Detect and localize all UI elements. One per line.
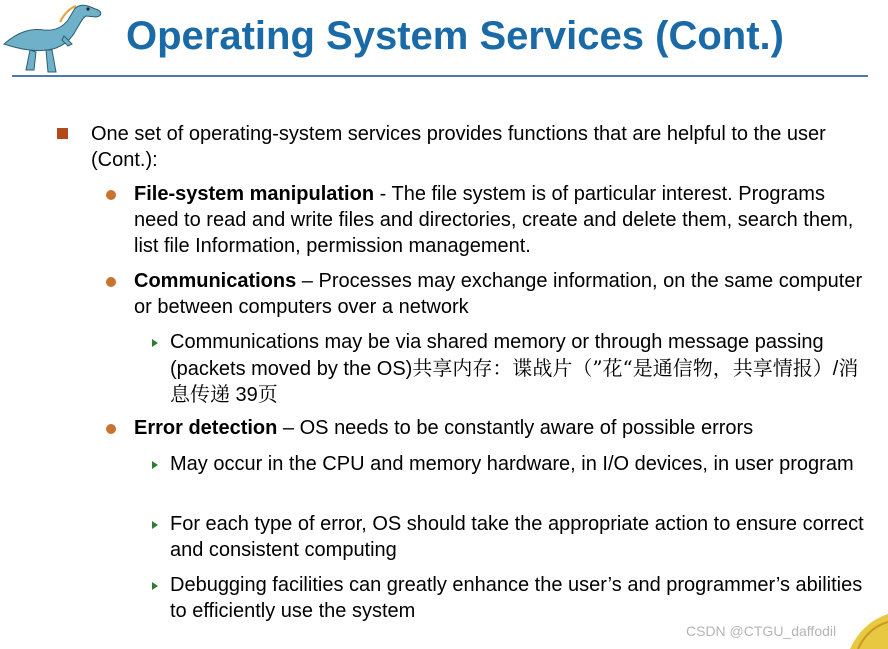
intro-text: One set of operating-system services provides functions that are helpful to the user (Cont.):	[91, 123, 826, 171]
list-item-file-system	[134, 181, 864, 259]
page-title: Operating System Services (Cont.)	[126, 14, 784, 58]
item-text: OS needs to be constantly aware of possible errors	[299, 417, 754, 439]
sub-item-error-action: For each type of error, OS should take the appropriate action to ensure correct and consistent computing	[170, 513, 864, 561]
sub-item-tail: /消息传递 39页	[170, 358, 859, 406]
arrow-bullet-icon	[152, 582, 158, 590]
dot-bullet-icon	[106, 277, 116, 287]
sub-item-debugging: Debugging facilities can greatly enhance the user’s and programmer’s abilities to efficiently use the system	[170, 574, 863, 622]
item-separator: -	[374, 183, 392, 205]
sub-item-text: Communications may be via shared memory or through message passing (packets moved by the OS)	[170, 331, 824, 380]
arrow-bullet-icon	[152, 339, 158, 347]
square-bullet-icon	[57, 128, 68, 139]
dot-bullet-icon	[106, 424, 116, 434]
item-separator: –	[296, 270, 319, 292]
list-item-error-detection	[134, 415, 864, 441]
corner-decoration	[844, 612, 888, 649]
dot-bullet-icon	[106, 190, 116, 200]
item-heading: Communications	[134, 270, 297, 292]
watermark: CSDN @CTGU_daffodil	[686, 623, 837, 639]
arrow-bullet-icon	[152, 461, 158, 469]
sub-item-shared-memory	[170, 329, 870, 408]
item-separator: –	[277, 417, 300, 439]
title-divider	[12, 75, 868, 77]
item-heading: Error detection	[134, 417, 278, 439]
sub-item-error-location: May occur in the CPU and memory hardware, in I/O devices, in user program	[170, 453, 854, 475]
arrow-bullet-icon	[152, 521, 158, 529]
item-text: Processes may exchange information, on the same computer or between computers over a network	[134, 270, 863, 318]
sub-item-cjk-note: 共享内存：谍战片（”花“是通信物，共享情报）	[412, 356, 833, 380]
item-heading: File-system manipulation	[134, 183, 375, 205]
list-item-communications	[134, 268, 864, 320]
item-text: The file system is of particular interest. Programs need to read and write files and directories, create and delete them, search them, list file Information, permission management.	[134, 183, 854, 257]
dinosaur-logo	[0, 0, 112, 76]
